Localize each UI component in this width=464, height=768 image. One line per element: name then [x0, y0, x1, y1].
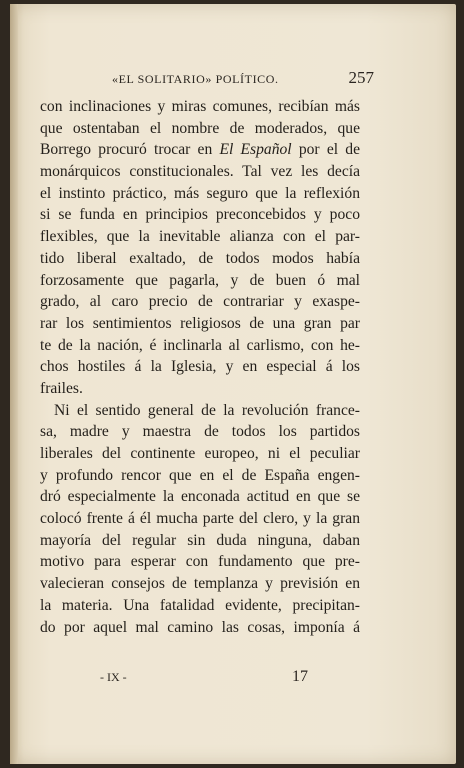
text-line: y profundo rencor que en el de España engen- [40, 466, 360, 484]
text-line: do por aquel mal camino las cosas, imponía á [40, 618, 360, 636]
text-line: si se funda en principios preconcebidos y poco [40, 206, 360, 224]
running-head: «EL SOLITARIO» POLÍTICO. [112, 72, 279, 86]
text-line: valecieran consejos de templanza y previsión en [40, 575, 360, 593]
text-line: Ni el sentido general de la revolución france- [54, 401, 360, 419]
text-line: motivo para esperar con fundamento que pre- [40, 553, 360, 571]
text-line: rar los sentimientos religiosos de una gran par [40, 314, 360, 332]
body-text [40, 96, 360, 638]
text-line: liberales del continente europeo, ni el peculiar [40, 445, 360, 462]
text-line: flexibles, que la inevitable alianza con el par- [40, 228, 360, 246]
page-footer [100, 668, 320, 690]
text-line: el instinto práctico, más seguro que la reflexión [40, 184, 360, 202]
text-line: chos hostiles á la Iglesia, y en especial á los [40, 358, 360, 376]
book-gutter [10, 4, 18, 764]
page-header [112, 68, 374, 88]
signature-number: 17 [292, 668, 308, 685]
page-number: 257 [348, 68, 374, 87]
text-line: forzosamente que pagarla, y de buen ó mal [40, 271, 360, 289]
text-line: dró especialmente la enconada actitud en que se [40, 488, 360, 506]
text-line: la materia. Una fatalidad evidente, precipitan- [40, 596, 360, 614]
text-line: mayoría del regular sin duda ninguna, daban [40, 531, 360, 549]
text-line: colocó frente á él mucha parte del clero, y la gran [40, 510, 360, 528]
text-line: monárquicos constitucionales. Tal vez les decía [40, 163, 360, 181]
text-line: te de la nación, é inclinarla al carlismo, con he- [40, 336, 360, 354]
text-line: que ostentaban el nombre de moderados, que [40, 119, 360, 137]
text-line: grado, al caro precio de contrariar y exaspe- [40, 293, 360, 311]
text-line: Borrego procuró trocar en El Español por el de [40, 141, 360, 159]
text-line: con inclinaciones y miras comunes, recibían más [40, 98, 360, 115]
printer-signature: - IX - [100, 670, 127, 684]
text-line: sa, madre y maestra de todos los partidos [40, 423, 360, 441]
text-line: tido liberal exaltado, de todos modos había [40, 249, 360, 267]
text-line: frailes. [40, 379, 83, 397]
